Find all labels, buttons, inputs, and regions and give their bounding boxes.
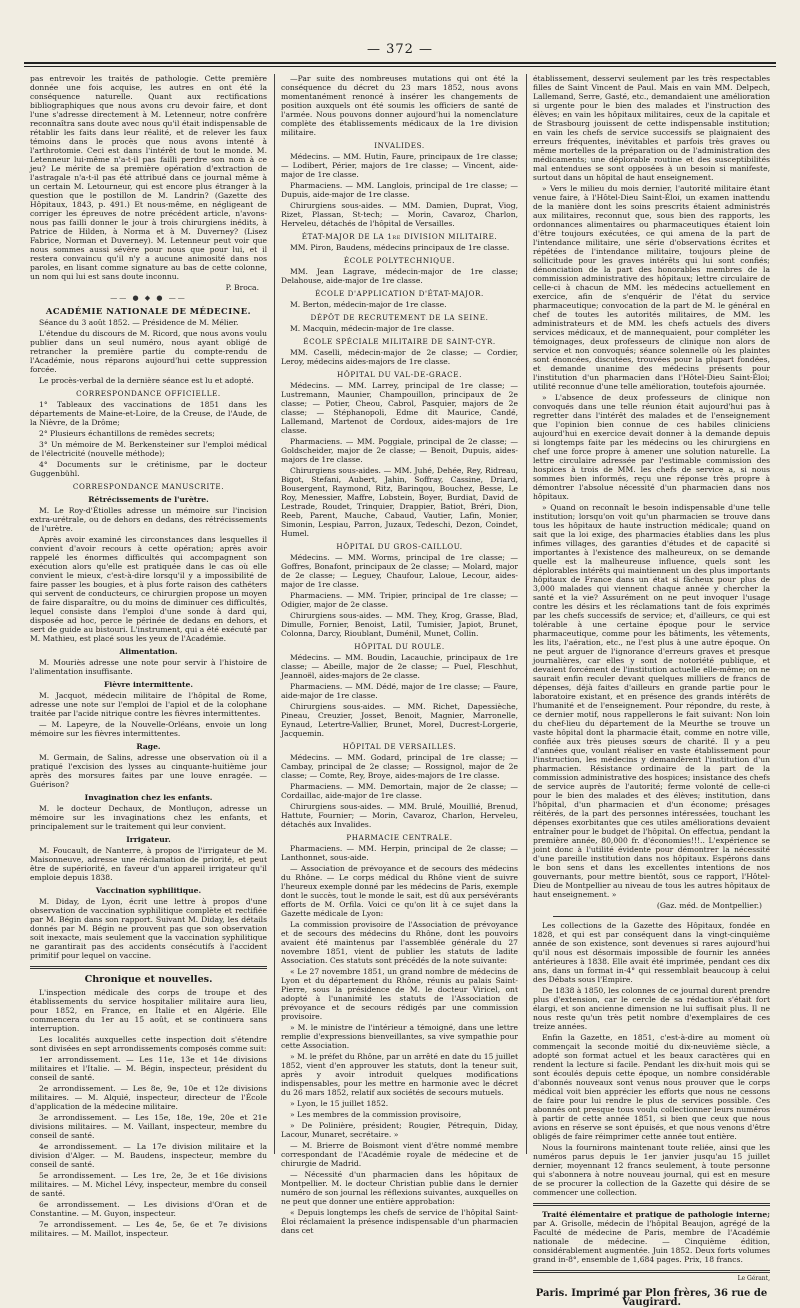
topic-heading: Irrigateur. <box>126 835 171 844</box>
column-3 <box>533 74 770 1308</box>
signature: P. Broca. <box>225 283 259 292</box>
subheading: PHARMACIE CENTRALE. <box>346 833 453 842</box>
subheading: CORRESPONDANCE MANUSCRITE. <box>72 482 225 491</box>
subheading: ÉCOLE POLYTECHNIQUE. <box>343 256 456 265</box>
paragraph: Enfin la Gazette, en 1851, c'est-à-dire au moment où commençait la seconde moitié du dix-neuvième siècle, a adopté son format actuel et les beaux caractères qui en rendent la lecture si facile. Pendant les dix-huit mois qui se sont écoulés depuis cette époque, un nombre considérable d'abonnés nouveaux sont venus nous prouver que le corps médical voit bien apprécier les efforts que nous ne cessons de faire pour lui rendre le plus de services possible. Ces abonnés ont presque tous voulu collectionner leurs numéros à partir de cette année 1851, si bien que ceux que nous avions en réserve se sont épuisés, et que nous venons d'être obligés de faire réimprimer cette année tout entière. <box>533 1033 770 1141</box>
paragraph: M. Le Roy-d'Étiolles adresse un mémoire sur l'incision extra-urétrale, ou de dehors en dedans, des rétrécissements de l'urètre. <box>30 506 267 533</box>
paragraph: — M. Brierre de Boismont vient d'être nommé membre correspondant de l'Académie royale de médecine et de chirurgie de Madrid. <box>281 1141 518 1168</box>
paragraph: » Lyon, le 15 juillet 1852. <box>290 1099 389 1108</box>
paragraph: » Vers le milieu du mois dernier, l'autorité militaire étant venue faire, à l'Hôtel-Dieu Saint-Éloi, un examen inattendu de la manière dont les soins prescrits étaient administrés aux militaires, reconnut que, sous bien des rapports, les ordonnances alimentaires ou pharmaceutiques étaient loin d'être toujours exécutées, ce qui amena de la part de l'intendance militaire, une série d'observations écrites et répétées de l'intendance militaire, toujours pleine de sollicitude pour les graves intérêts qui lui sont confiés; dénonciation de la part des honorables membres de la commission administrative des hôpitaux; lettre circulaire de celle-ci à chacun de MM. les médecins actuellement en exercice, afin de s'enquérir de l'état du service pharmaceutique; convocation de la part de M. le général en chef de toutes les autorités militaires, de MM. les administrateurs et de MM. les chefs actuels des divers services médicaux, et de mannequaient, pour compléter les témoignages, deux professeurs de clinique non alors de service et non convoqués; séance solennelle où les plaintes sont énoncées, discutées, trouvées pour la plupart fondées, et demande unanime des médecins présents pour l'institution d'un pharmacien dans l'Hôtel-Dieu Saint-Éloi; utilité reconnue d'une telle amélioration, toutefois ajournée. <box>533 184 770 391</box>
paragraph: M. Jacquot, médecin militaire de l'hôpital de Rome, adresse une note sur l'emploi de l'apiol et de la colophane traitée par l'acide nitrique contre les fièvres intermittentes. <box>30 691 267 718</box>
paragraph: M. le docteur Dechaux, de Montluçon, adresse un mémoire sur les invaginations chez les enfants, et principalement sur le traitement qui leur convient. <box>30 804 267 831</box>
paragraph: 5e arrondissement. — Les 1re, 2e, 3e et 16e divisions militaires. — M. Michel Lévy, inspecteur, membre du conseil de santé. <box>30 1171 267 1198</box>
column-2 <box>281 74 519 1235</box>
section-rule <box>30 966 267 969</box>
paragraph: 3e arrondissement. — Les 15e, 18e, 19e, 20e et 21e divisions militaires. — M. Vaillant, inspecteur, membre du conseil de santé. <box>30 1113 267 1140</box>
paragraph: 1er arrondissement. — Les 11e, 13e et 14e divisions militaires et l'Italie. — M. Bégin, inspecteur, président du conseil de santé. <box>30 1055 267 1082</box>
paragraph: Pharmaciens. — MM. Demortain, major de 2e classe; — Cordaillac, aide-major de 1re classe. <box>281 782 518 800</box>
paragraph: Médecins. — MM. Worms, principal de 1re classe; — Goffres, Bonafont, principaux de 2e classe; — Molard, major de 2e classe; — Leguey, Chaufour, Laloue, Lecour, aides-major de 1re classe. <box>281 553 518 589</box>
paragraph: Pharmaciens. — MM. Herpin, principal de 2e classe; — Lanthonnet, sous-aide. <box>281 844 518 862</box>
paragraph: Pharmaciens. — MM. Dédé, major de 1re classe; — Faure, aide-major de 1re classe. <box>281 682 518 700</box>
paragraph: » M. le ministre de l'intérieur a témoigné, dans une lettre remplie d'expressions bienveillantes, sa vive sympathie pour cette Association. <box>281 1023 518 1050</box>
subheading: ÉCOLE SPÉCIALE MILITAIRE DE SAINT-CYR. <box>303 337 496 346</box>
paragraph: —Par suite des nombreuses mutations qui ont été la conséquence du décret du 23 mars 1852, nous avons momentanément renoncé à insérer les changements de position auxquels ont été soumis les officiers de santé de l'armée. Nous pouvons donner aujourd'hui la nomenclature complète des établissements médicaux de la 1re division militaire. <box>281 74 518 137</box>
paragraph: Pharmaciens. — MM. Langlois, principal de 1re classe; — Dupuis, aide-major de 1re classe. <box>281 181 518 199</box>
paragraph: 4° Documents sur le crétinisme, par le docteur Guggenbühl. <box>30 460 267 478</box>
page-number: — 372 — <box>366 42 434 57</box>
paragraph: établissement, desservi seulement par les très respectables filles de Saint Vincent de Paul. Mais en vain MM. Delpech, Lallemand, Serre, Gasté, etc., demandaient une amélioration si urgente pour le bien des malades et l'instruction des élèves; en vain les hôpitaux militaires, ceux de la capitale et de Strasbourg jouissent de cette indispensable institution; en vain les chefs de service successifs se plaignaient des erreurs fréquentes, inévitables et parfois très graves ou même mortelles de la préparation ou de l'administration des médicaments; une déplorable routine et des susceptibilités mal entendues se sont opposées à un besoin si manifeste, surtout dans un hôpital de haut enseignement. <box>533 74 770 182</box>
paragraph: M. Foucault, de Nanterre, à propos de l'irrigateur de M. Maisonneuve, adresse une réclamation de priorité, et peut être de supériorité, en faveur d'un appareil irrigateur qu'il emploie depuis 1838. <box>30 846 267 882</box>
gerant-label: Le Gérant, <box>737 1275 770 1282</box>
topic-heading: Rage. <box>136 742 161 751</box>
paragraph: 2° Plusieurs échantillons de remèdes secrets; <box>39 429 215 438</box>
paragraph: La commission provisoire de l'Association de prévoyance et de secours des médecins du Rhône, dont les pouvoirs avaient été maintenus par l'assemblée générale du 27 novembre 1851, vient de publier les statuts de ladite Association. Ces statuts sont précédés de la note suivante: <box>281 920 518 965</box>
section-rule <box>533 1203 770 1206</box>
paragraph: » M. le préfet du Rhône, par un arrêté en date du 15 juillet 1852, vient d'en approuver les statuts, dont la teneur suit, après y avoir introduit quelques modifications indispensables, pour les mettre en harmonie avec le décret du 26 mars 1852, relatif aux sociétés de secours mutuels. <box>281 1052 518 1097</box>
paragraph: Médecins. — MM. Godard, principal de 1re classe; — Cambay, principal de 2e classe; — Rossignol, major de 2e classe; — Comte, Rey, Broye, aides-majors de 1re classe. <box>281 753 518 780</box>
book-description: par A. Grisolle, médecin de l'hôpital Beaujon, agrégé de la Faculté de médecine de Paris, membre de l'Académie nationale de médecine. — Cinquième édition, considérablement augmentée. Juin 1852. Deux forts volumes grand in-8°, ensemble de 1,684 pages. Prix, 18 francs. <box>533 1219 770 1264</box>
paragraph: L'inspection médicale des corps de troupe et des établissements du service hospitalier militaire aura lieu, pour 1852, en France, en Italie et en Algérie. Elle commencera du 1er au 15 août, et se continuera sans interruption. <box>30 988 267 1033</box>
paragraph: 4e arrondissement. — La 17e division militaire et la division d'Alger. — M. Baudens, inspecteur, membre du conseil de santé. <box>30 1142 267 1169</box>
divider <box>553 916 750 917</box>
paragraph: Chirurgiens sous-aides. — MM. Damien, Duprat, Viog, Rizet, Plassan, St-tech; — Morin, Cavaroz, Charlon, Herveleu, détachés de l'hôpital de Versailles. <box>281 201 518 228</box>
paragraph: Pharmaciens. — MM. Poggiale, principal de 2e classe; — Goldscheider, major de 2e classe; — Benoit, Dupuis, aides-majors de 1re classe. <box>281 437 518 464</box>
paragraph: — M. Lapeyre, de la Nouvelle-Orléans, envoie un long mémoire sur les fièvres intermittentes. <box>30 720 267 738</box>
paragraph: Nous la fournirons maintenant toute reliée, ainsi que les numéros parus depuis le 1er janvier jusqu'au 15 juillet dernier, moyennant 12 francs seulement, à toute personne qui s'abonnera à notre nouveau journal, qui est en mesure de se procurer la collection de la Gazette qui désire de se commencer une collection. <box>533 1143 770 1197</box>
paragraph: » L'absence de deux professeurs de clinique non convoqués dans une telle réunion était aujourd'hui pas à regretter dans l'intérêt des malades et de l'enseignement que l'opinion bien connue de ces habiles cliniciens aujourd'hui en exercice devait donner à la demande depuis si longtemps faite par les médecins ou les chirurgiens en chef une force propre à amener une solution naturelle. La lettre circulaire adressée par l'estimable commission des hospices à trois de MM. les chefs de service a, si nous sommes bien informés, reçu une réponse très propre à démontrer l'absolue nécessité d'un pharmacien dans nos hôpitaux. <box>533 393 770 501</box>
paragraph: Chirurgiens sous-aides. — MM. Richet, Dapessièche, Pineau, Creuzier, Josset, Benoit, Magnier, Marronelle, Eynaud, Letertre-Vallier, Brunet, Morel, Ducrest-Lorgerie, Jacquemin. <box>281 702 518 738</box>
paragraph: Les localités auxquelles cette inspection doit s'étendre sont divisées en sept arrondissements composés comme suit: <box>30 1035 267 1053</box>
paragraph: « Le 27 novembre 1851, un grand nombre de médecins de Lyon et du département du Rhône, réunis au palais Saint-Pierre, sous la présidence de M. le docteur Viricel, ont adopté à l'unanimité les statuts de l'Association de prévoyance et de secours rédigés par une commission provisoire. <box>281 967 518 1021</box>
column-separator <box>526 74 527 1154</box>
paragraph: pas entrevoir les traités de pathologie. Cette première donnée une fois acquise, les autres en ont été la conséquence naturelle. Quant aux rectifications bibliographiques que nous avons cru devoir faire, et dont l'une s'adresse directement à M. Letenneur, notre confrère reconnaîtra sans doute avec nous qu'il était indispensable de rétablir les faits dans leur réalité, et de relever les faux témoins dans le procès que nous avons intenté à l'arthrotomie. Ceci est dans l'intérêt de tout le monde. M. Letenneur lui-même n'a-t-il pas failli perdre son nom à ce jeu? Le mérite de sa première opération d'extraction de l'astragale n'a-t-il pas été attribué dans ce journal même à un certain M. Letourneur, qui est encore plus étranger à la question que le postillon de M. Landrin? (Gazette des Hôpitaux, 1843, p. 491.) Et nous-même, en négligeant de corriger les épreuves de notre précédent article, n'avons-nous pas failli donner le jour à trois chirurgiens inédits, à Patrice de Hilden, à Norma et à M. Duverney? (Lisez Fabrice, Norman et Duverney). M. Letenneur peut voir que nous sommes aussi sévère pour nous que pour lui, et il restera convaincu qu'il n'y a aucune animosité dans nos paroles, en lisant comme signature au bas de cette colonne, un nom qui lui est sans doute inconnu. <box>30 74 267 281</box>
topic-heading: Fièvre intermittente. <box>103 680 193 689</box>
paragraph: Pharmaciens. — MM. Tripier, principal de 1re classe; — Odigier, major de 2e classe. <box>281 591 518 609</box>
source-citation: (Gaz. méd. de Montpellier.) <box>656 901 762 910</box>
subheading: INVALIDES. <box>374 141 425 150</box>
paragraph: L'étendue du discours de M. Ricord, que nous avons voulu publier dans un seul numéro, nous ayant obligé de retrancher la première partie du compte-rendu de l'Académie, nous réparons aujourd'hui cette suppression forcée. <box>30 329 267 374</box>
paragraph: « Depuis longtemps les chefs de service de l'hôpital Saint-Éloi réclamaient la présence indispensable d'un pharmacien dans cet <box>281 1208 518 1235</box>
paragraph: Chirurgiens sous-aides. — MM. Brulé, Mouillié, Brenud, Hattute, Fournier; — Morin, Cavaroz, Charlon, Herveleu, détachés aux Invalides. <box>281 802 518 829</box>
topic-heading: Rétrécissements de l'urètre. <box>88 495 209 504</box>
paragraph: 6e arrondissement. — Les divisions d'Oran et de Constantine. — M. Guyon, inspecteur. <box>30 1200 267 1218</box>
paragraph: — Association de prévoyance et de secours des médecins du Rhône. — Le corps médical du Rhône vient de suivre l'heureux exemple donné par les médecins de Paris, exemple dont le succès, tout le monde le sait, est dû aux persévérants efforts de M. Orfila. Voici ce qu'on lit à ce sujet dans la Gazette médicale de Lyon: <box>281 864 518 918</box>
section-title: ACADÉMIE NATIONALE DE MÉDECINE. <box>45 306 252 316</box>
paragraph: MM. Jean Lagrave, médecin-major de 1re classe; Delahouse, aide-major de 1re classe. <box>281 267 518 285</box>
paragraph: 1° Tableaux des vaccinations de 1851 dans les départements de Maine-et-Loire, de la Creuse, de l'Aude, de la Nièvre, de la Drôme; <box>30 400 267 427</box>
paragraph: Les collections de la Gazette des Hôpitaux, fondée en 1828, et qui est par conséquent dans la vingt-cinquième année de son existence, sont devenues si rares aujourd'hui qu'il nous est désormais impossible de fournir les années antérieures à 1838. Elle avait été imprimée, pendant ces dix ans, dans un format in-4° qui ressemblait beaucoup à celui des Débats sous l'Empire. <box>533 921 770 984</box>
paragraph: Chirurgiens sous-aides. — MM. They, Krog, Grasse, Blad, Dimulle, Fornier, Benoist, Latil, Tumisier, Japiot, Brunet, Colonna, Darcy, Rioublant, Duménil, Munet, Collin. <box>281 611 518 638</box>
paragraph: » De Polinière, président; Rougier, Pétrequin, Diday, Lacour, Munaret, secrétaire. » <box>281 1121 518 1139</box>
advertisement <box>533 1210 770 1264</box>
subheading: ÉTAT-MAJOR DE LA 1re DIVISION MILITAIRE. <box>301 232 498 241</box>
paragraph: MM. Caselli, médecin-major de 2e classe; — Cordier, Leroy, médecins aides-majors de 1re classe. <box>281 348 518 366</box>
ornament-divider: —— ● ◆ ● —— <box>110 294 187 302</box>
subheading: HÔPITAL DU ROULE. <box>354 642 445 651</box>
session-line: Séance du 3 août 1852. — Présidence de M. Mélier. <box>39 318 239 327</box>
section-rule <box>533 1270 770 1273</box>
paragraph: De 1838 à 1850, les colonnes de ce journal durent prendre plus d'extension, car le cercle de sa rédaction s'était fort élargi, et son ancienne dimension ne lui suffisait plus. Il ne nous reste qu'un très petit nombre d'exemplaires de ces treize années. <box>533 986 770 1031</box>
paragraph: M. Diday, de Lyon, écrit une lettre à propos d'une observation de vaccination syphilitique complète et rectifiée par M. Bégin dans son rapport. Suivant M. Diday, les détails donnés par M. Bégin ne prouvent pas que son observation soit inexacte, mais seulement que la vaccination syphilitique ne garantirait pas des accidents consécutifs à l'accident primitif pour lequel on vaccine. <box>30 897 267 960</box>
topic-heading: Vaccination syphilitique. <box>95 886 202 895</box>
paragraph: » Quand on reconnaît le besoin indispensable d'une telle institution; lorsqu'on voit qu'un pharmacien se trouve dans tous les hôpitaux de haute instruction médicale; quand on sait que la loi exige, des pharmacies établies dans les plus infimes villages, des garanties d'études et de capacité si importantes à l'existence des malheureux, on se demande quelle est la malheureuse influence, quels sont les déplorables intérêts qui maintiennent un des plus importants hôpitaux de France dans un état si fâcheux pour plus de 3,000 malades qui viennent chaque année y chercher la santé et la vie? Assurément on ne peut invoquer l'usage contre les désirs et les réclamations tant de fois exprimés par les chefs successifs de service; et, d'ailleurs, ce qui est tolérable à une certaine époque pour le service pharmaceutique, comme pour les bâtiments, les vêtements, les lits, l'aération, etc., ne l'est plus à une autre époque. On ne peut arguer de l'ignorance d'erreurs graves et presque journalières, car elles y sont de notoriété publique, et devaient forcément de l'institution actuelle elle-même; on ne saurait enfin reculer devant quelques milliers de francs de dépenses, déjà faites d'ailleurs en grande partie pour le laboratoire existant, et en présence des grands intérêts de l'humanité et de l'enseignement. Pour répondre, du reste, à ce dernier motif, nous rappellerons le fait suivant: Non loin du chef-lieu du département de la Meurthe se trouve un vaste hôpital dont la pharmacie était, comme en notre ville, confiée aux très pieuses sœurs de charité. Il y a peu d'années que, voulant réaliser en vaste établissement pour l'instruction, les médecins y demandèrent l'institution d'un pharmacien. Résistance ordinaire de la part de la commission administrative des hospices; insistance des chefs de service auprès de l'autorité; ferme volonté de celle-ci pour le bien des malades et des élèves; institution, dans l'hôpital, d'un pharmacien et d'un économe; présages réitérés, de la part des personnes intéressées, touchant les dépenses exorbitantes que ces utiles améliorations devaient entraîner pour le budget de l'hôpital. On effectua, pendant la première année, 80,000 fr. d'économies!!!.. L'expérience se joint donc à l'utilité évidente pour démontrer la nécessité d'une pareille institution dans nos hôpitaux. Espérons dans le bon sens et dans les excellentes intentions de nos gouvernants, pour mettre bientôt, sous ce rapport, l'Hôtel-Dieu de Montpellier au niveau de tous les autres hôpitaux de haut enseignement. » <box>533 503 770 899</box>
subheading: CORRESPONDANCE OFFICIELLE. <box>76 389 221 398</box>
paragraph: Médecins. — MM. Larrey, principal de 1re classe; — Lustremann, Maunier, Champouillon, principaux de 2e classe; — Potier, Cheou, Cabrol, Pasquier, majors de 2e classe; — Stéphanopoli, Edme dit Maurice, Candé, Lallemand, Martenot de Cordoux, aides-majors de 1re classe. <box>281 381 518 435</box>
column-1 <box>30 74 267 1238</box>
paragraph: M. Germain, de Salins, adresse une observation où il a pratiqué l'excision des lysses au cinquante-huitième jour après des morsures faites par une louve enragée. — Guérison? <box>30 753 267 789</box>
paragraph: — Nécessité d'un pharmacien dans les hôpitaux de Montpellier. M. le docteur Christian publie dans le dernier numéro de son journal les réflexions suivantes, auxquelles on ne peut que donner une entière approbation: <box>281 1170 519 1206</box>
paragraph: 3° Un mémoire de M. Berkensteiner sur l'emploi médical de l'électricité (nouvelle méthode); <box>30 440 267 458</box>
topic-heading: Alimentation. <box>119 647 178 656</box>
subheading: ÉCOLE D'APPLICATION D'ÉTAT-MAJOR. <box>315 289 484 298</box>
paragraph: Médecins. — MM. Hutin, Faure, principaux de 1re classe; — Lodibert, Périer, majors de 1re classe; — Vincent, aide-major de 1re classe. <box>281 152 518 179</box>
book-title: Traité élémentaire et pratique de pathologie interne; <box>542 1210 770 1219</box>
paragraph: Chirurgiens sous-aides. — MM. Juhé, Dehée, Rey, Ridreau, Bigot, Stefani, Aubert, Jahin, Soffray, Cassine, Driard, Bousergent, Raymond, Ritz, Barinqou, Bouchez, Besse, Le Roy, Menessier, Maffre, Lobstein, Boyer, Burdiat, David de Lestrade, Roudet, Trinquier, Drappier, Batiot, Bréri, Dion, Reeb, Parent, Mauche, Cabaud, Vautier, Lafin, Monier, Simonin, Lespiau, Parron, Juzaux, Tedeschi, Dezon, Coindet, Humel. <box>281 466 518 538</box>
subheading: DÉPÔT DE RECRUTEMENT DE LA SEINE. <box>310 313 489 322</box>
paragraph: Le procès-verbal de la dernière séance est lu et adopté. <box>39 376 254 385</box>
subheading: HÔPITAL DU GROS-CAILLOU. <box>336 542 463 551</box>
paragraph: M. Mouriès adresse une note pour servir à l'histoire de l'alimentation insuffisante. <box>30 658 267 676</box>
header-rule <box>24 62 776 67</box>
subheading: HÔPITAL DE VERSAILLES. <box>342 742 457 751</box>
topic-heading: Invagination chez les enfants. <box>84 793 213 802</box>
paragraph: M. Berton, médecin-major de 1re classe. <box>290 300 447 309</box>
column-separator <box>274 74 275 1154</box>
paragraph: Médecins. — MM. Boudin, Lacauchie, principaux de 1re classe; — Abeille, major de 2e classe; — Puel, Fleschhut, Jeannoël, aides-majors de 2e classe. <box>281 653 518 680</box>
paragraph: 7e arrondissement. — Les 4e, 5e, 6e et 7e divisions militaires. — M. Maillot, inspecteur. <box>30 1220 267 1238</box>
paragraph: M. Macquin, médecin-major de 1re classe. <box>290 324 454 333</box>
paragraph: Après avoir examiné les circonstances dans lesquelles il convient d'avoir recours à cette opération; après avoir rappelé les énormes difficultés qui accompagnent son exécution alors qu'elle est pratiquée dans le cas où elle convient le mieux, c'est-à-dire lorsqu'il y a impossibilité de faire passer les bougies, et à plus forte raison des cathéters qui servent de conducteurs, ce chirurgien propose un moyen de faire disparaître, ou du moins de diminuer ces difficultés, lequel consiste dans l'emploi d'une sonde à dard qui, disposée ad hoc, perce le périnée de dedans en dehors, et sert de guide au bistouri. L'instrument, qui a été exécuté par M. Mathieu, est placé sous les yeux de l'Académie. <box>30 535 267 643</box>
paragraph: 2e arrondissement. — Les 8e, 9e, 10e et 12e divisions militaires. — M. Alquié, inspecteur, directeur de l'École d'application de la médecine militaire. <box>30 1084 267 1111</box>
paragraph: MM. Piron, Baudens, médecins principaux de 1re classe. <box>290 243 510 252</box>
section-title: Chronique et nouvelles. <box>84 974 213 985</box>
subheading: HÔPITAL DU VAL-DE-GRACE. <box>336 370 463 379</box>
paragraph: » Les membres de la commission provisoire, <box>290 1110 462 1119</box>
printer-imprint: Paris. Imprimé par Plon frères, 36 rue de Vaugirard. <box>535 1288 768 1308</box>
